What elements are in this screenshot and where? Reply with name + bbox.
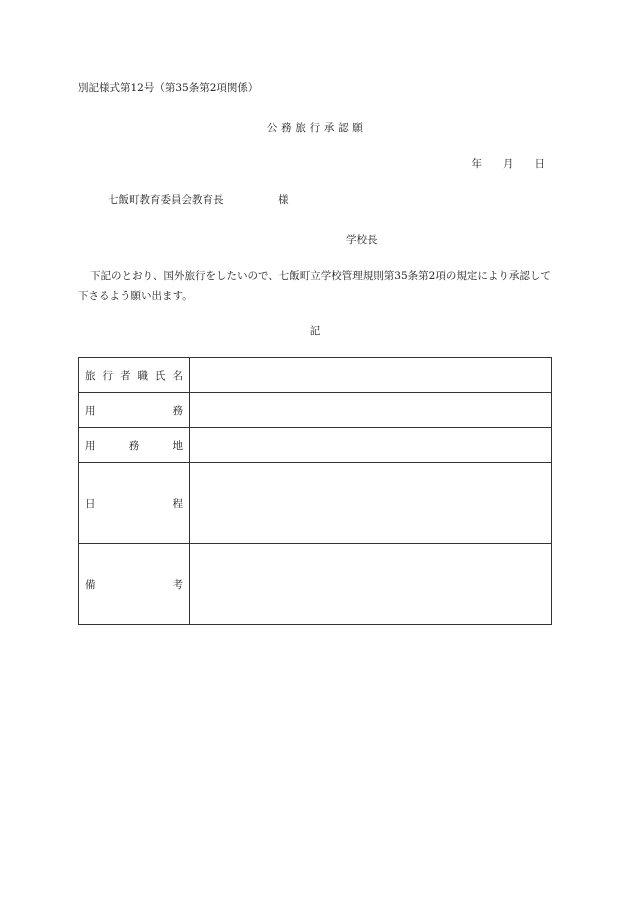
table-row-business bbox=[79, 393, 552, 428]
honorific: 様 bbox=[278, 194, 289, 206]
business-field[interactable] bbox=[190, 393, 552, 428]
destination-field[interactable] bbox=[190, 428, 552, 463]
document-title: 公 務 旅 行 承 認 願 bbox=[266, 122, 364, 134]
label-cell bbox=[79, 544, 190, 625]
row-label: 用務 bbox=[85, 404, 183, 417]
label-cell bbox=[79, 463, 190, 544]
table-row-destination bbox=[79, 428, 552, 463]
table-row-traveler bbox=[79, 358, 552, 393]
sender: 学校長 bbox=[346, 234, 378, 246]
table-row-remarks bbox=[79, 544, 552, 625]
traveler-name-field[interactable] bbox=[190, 358, 552, 393]
row-label: 日程 bbox=[85, 497, 183, 510]
form-number: 別記様式第12号（第35条第2項関係） bbox=[78, 82, 259, 94]
label-cell bbox=[79, 428, 190, 463]
label-cell bbox=[79, 393, 190, 428]
row-label: 用務地 bbox=[85, 439, 183, 452]
schedule-field[interactable] bbox=[190, 463, 552, 544]
ki-heading: 記 bbox=[309, 325, 321, 337]
addressee: 七飯町教育委員会教育長 bbox=[108, 194, 224, 206]
date-line: 年 月 日 bbox=[471, 158, 545, 170]
table-row-schedule bbox=[79, 463, 552, 544]
travel-info-table bbox=[78, 357, 552, 625]
body-paragraph: 下記のとおり、国外旅行をしたいので、七飯町立学校管理規則第35条第2項の規定により承認して下さるよう願い出ます。 bbox=[78, 270, 551, 302]
label-cell bbox=[79, 358, 190, 393]
row-label: 備考 bbox=[85, 578, 183, 591]
remarks-field[interactable] bbox=[190, 544, 552, 625]
row-label: 旅行者職氏名 bbox=[85, 369, 183, 382]
